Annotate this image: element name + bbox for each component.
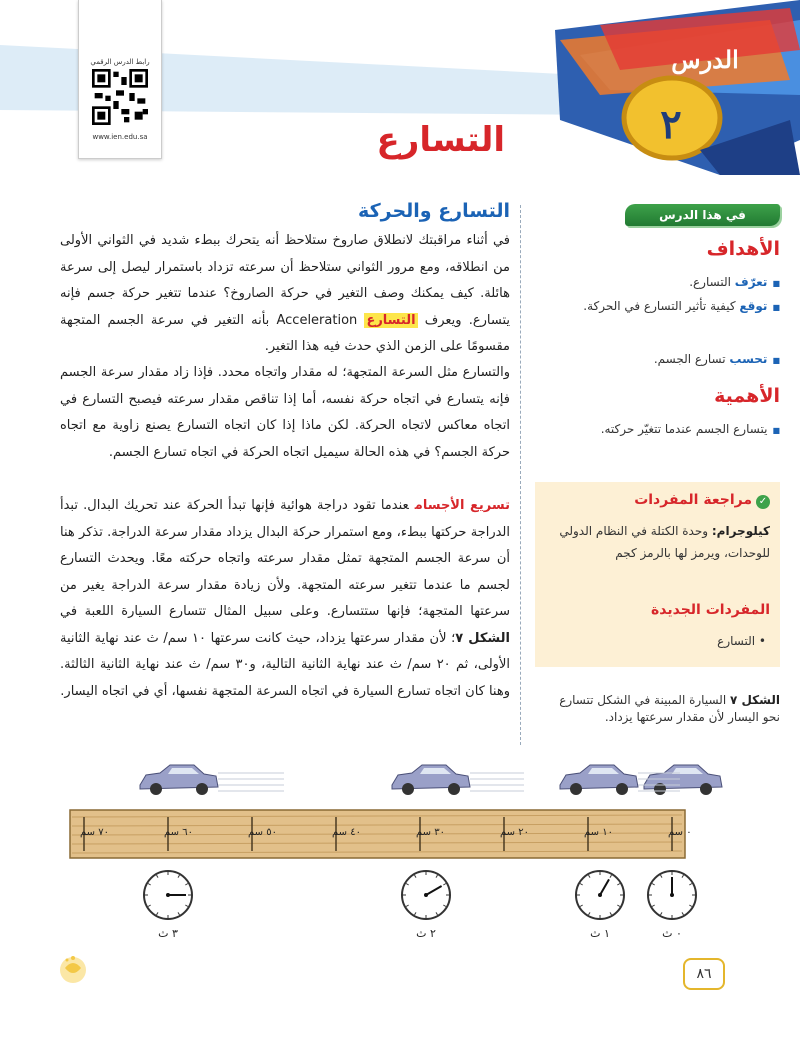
car-wheel	[402, 783, 414, 795]
car-wheel	[700, 783, 712, 795]
clock-label: ٢ ث	[416, 927, 436, 940]
goal-verb: تحسب	[729, 352, 768, 366]
importance-text: ■ يتسارع الجسم عندما تتغيّر حركته.	[540, 420, 780, 440]
ruler-label: ٣٠ سم	[416, 827, 445, 838]
figure-caption: الشكل ٧ السيارة المبينة في الشكل تتسارع نحو اليسار لأن مقدار سرعتها يزداد.	[559, 693, 780, 724]
section-heading: التسارع والحركة	[358, 200, 510, 222]
goal-item	[540, 273, 780, 293]
clock-center	[670, 893, 674, 897]
goal-text: تسارع الجسم.	[653, 352, 730, 366]
ruler-label: ٠ سم	[668, 827, 692, 838]
goal-text: التسارع.	[689, 275, 735, 289]
acceleration-illustration	[60, 755, 750, 955]
qr-url[interactable]: www.ien.edu.sa	[92, 133, 148, 141]
clock-label: ١ ث	[590, 927, 610, 940]
clock-center	[598, 893, 602, 897]
review-term: كيلوجرام:	[711, 524, 770, 538]
new-vocab-heading: المفردات الجديدة	[651, 602, 770, 618]
in-this-lesson-tab: في هذا الدرس	[625, 204, 780, 226]
qr-card[interactable]	[78, 0, 162, 159]
ruler-label: ٢٠ سم	[500, 827, 529, 838]
clock-label: ٣ ث	[158, 927, 178, 940]
ruler-label: ٧٠ سم	[80, 827, 109, 838]
review-definition: كيلوجرام: وحدة الكتلة في النظام الدولي للوحدات، ويرمز لها بالرمز كجم	[559, 524, 770, 560]
car-wheel	[616, 783, 628, 795]
column-divider	[520, 205, 521, 745]
page-number: ٨٦	[683, 958, 725, 990]
page-title: التسارع	[376, 120, 505, 160]
clock-center	[166, 893, 170, 897]
clock-center	[424, 893, 428, 897]
figure-car-acceleration	[60, 755, 750, 955]
lesson-label: الدرس	[671, 45, 739, 74]
qr-caption: رابط الدرس الرقمي	[90, 58, 150, 66]
vocabulary-box	[535, 482, 780, 667]
lesson-number: ٢	[660, 101, 682, 148]
car-wheel	[150, 783, 162, 795]
toy-car	[140, 765, 284, 795]
review-icon: ✓	[756, 495, 770, 509]
goal-item	[540, 297, 780, 317]
ruler-label: ١٠ سم	[584, 827, 613, 838]
publisher-logo	[55, 950, 91, 986]
figure-label: الشكل ٧	[729, 693, 780, 707]
goal-verb: توقع	[739, 299, 768, 313]
new-vocab-item: • التسارع	[717, 634, 766, 648]
paragraph-intro: في أثناء مراقبتك لانطلاق صاروخ ستلاحظ أنه يتحرك ببطء شديد في الثواني الأولى من انطلاقه، ومع مرور الثواني ستلاحظ أن سرعته تزداد باستمرار ليصل إلى سرعة هائلة. كيف يمكنك وصف التغير في حركة الصاروخ؟ عندما تتغير حركة جسم فإنه يتسارع. ويعرف التسارع Acceleration بأنه التغير في سرعة الجسم المتجهة مقسومًا على الزمن الذي حدث فيه هذا التغير.	[60, 233, 510, 354]
car-wheel	[570, 783, 582, 795]
goals-heading: الأهداف	[706, 238, 780, 260]
goal-item	[540, 350, 780, 370]
subheading-speeding-up: تسريع الأجسام	[414, 498, 510, 513]
ruler-label: ٤٠ سم	[332, 827, 361, 838]
importance-heading: الأهمية	[714, 385, 780, 407]
review-vocab-heading: ✓مراجعة المفردات	[634, 492, 770, 509]
ruler-label: ٦٠ سم	[164, 827, 193, 838]
paragraph-speeding-up: تسريع الأجسامعندما تقود دراجة هوائية فإنها تبدأ الحركة عند تحريك البدال. تبدأ الدراجة حركتها ببطء، ومع استمرار حركة البدال يزداد مقدار سرعة الدراجة. تذكر هنا أن سرعة الجسم المتجهة تمثل مقدار سرعته واتجاه حركته معًا. ويحدث التسارع لجسم ما عندما تتغير سرعته المتجهة. ولأن زيادة مقدار سرعة الدراجة يغير من سرعتها المتجهة؛ فإنها ستتسارع. وعلى سبيل المثال تتسارع السيارة اللعبة في الشكل ٧؛ لأن مقدار سرعتها يزداد، حيث كانت سرعتها ١٠ سم/ ث عند نهاية الثانية الأولى، ثم ٢٠ سم/ ث عند نهاية الثانية التالية، و٣٠ سم/ ث عند نهاية الثانية الثالثة. وهنا كان اتجاه تسارع السيارة في اتجاه السرعة المتجهة نفسها، أي في اتجاه اليسار.	[60, 498, 510, 699]
toy-car	[392, 765, 524, 795]
term-highlight: التسارع	[366, 312, 416, 328]
car-wheel	[196, 783, 208, 795]
goal-text: كيفية تأثير التسارع في الحركة.	[583, 299, 740, 313]
figure-reference: الشكل ٧	[455, 630, 510, 646]
ruler-label: ٥٠ سم	[248, 827, 277, 838]
goal-verb: تعرّف	[734, 275, 768, 289]
qr-code-icon[interactable]	[92, 69, 148, 125]
clock-label: ٠ ث	[662, 927, 682, 940]
car-wheel	[448, 783, 460, 795]
paragraph-direction: والتسارع مثل السرعة المتجهة؛ له مقدار واتجاه محدد. فإذا زاد مقدار سرعة الجسم فإنه يتسارع في اتجاه حركة نفسه، أما إذا تناقص مقدار سرعته فيصبح التسارع في اتجاه معاكس لاتجاه الحركة. لكن ماذا إذا كان اتجاه التسارع يصنع زاوية مع اتجاه حركة الجسم؟ في هذه الحالة سيميل اتجاه الحركة في اتجاه تسارع الجسم.	[60, 365, 510, 460]
